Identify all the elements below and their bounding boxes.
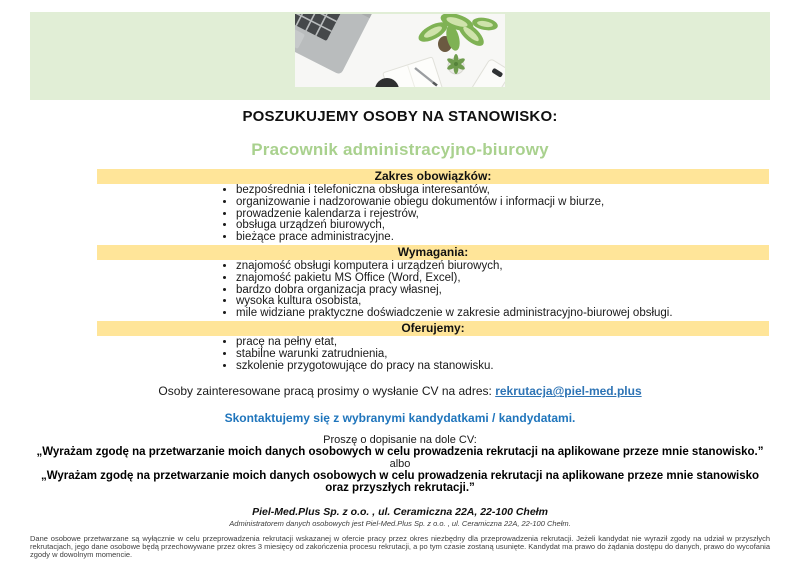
duties-list (97, 184, 769, 245)
desk-photo (295, 14, 505, 87)
list-item: • prowadzenie kalendarza i rejestrów, (236, 209, 769, 221)
header-banner (30, 12, 770, 100)
consent-intro: Proszę o dopisanie na dole CV: (323, 434, 477, 447)
list-item: • bezpośrednia i telefoniczna obsługa interesantów, (236, 185, 769, 197)
section-heading-offer: Oferujemy: (97, 321, 769, 336)
consent-clause-2: „Wyrażam zgodę na przetwarzanie moich danych osobowych w celu prowadzenia rekrutacji na aplikowane przeze mnie stanowisko oraz przyszłych rekrutacji.” (40, 470, 760, 495)
section-heading-requirements: Wymagania: (97, 245, 769, 260)
consent-block (28, 434, 772, 494)
cv-instruction-text: Osoby zainteresowane pracą prosimy o wysłanie CV na adres: (158, 384, 492, 399)
list-item: • bardzo dobra organizacja pracy własnej, (236, 285, 769, 297)
section-heading-duties: Zakres obowiązków: (97, 169, 769, 184)
list-item: • znajomość obsługi komputera i urządzeń biurowych, (236, 261, 769, 273)
list-item: • organizowanie i nadzorowanie obiegu dokumentów i informacji w biurze, (236, 197, 769, 209)
requirements-list (97, 260, 769, 321)
offer-list (97, 336, 769, 373)
gdpr-fine-print: Dane osobowe przetwarzane są wyłącznie w celu przeprowadzenia rekrutacji wskazanej w ofercie pracy przez okres niezbędny dla przeprowadzenia rekrutacji. Jeżeli kandydat nie wyraził zgody na udział w przyszłych rekrutacjach, jego dane osobowe będą przechowywane przez okres 3 miesięcy od zakończenia procesu rekrutacji, a po tym czasie zostaną usunięte. Kandydat ma prawo do żądania dostępu do danych, prawo do wycofania zgody w dowolnym momencie. (30, 533, 770, 559)
list-item: • pracę na pełny etat, (236, 337, 769, 349)
consent-clause-1: „Wyrażam zgodę na przetwarzanie moich danych osobowych w celu prowadzenia rekrutacji na aplikowane przeze mnie stanowisko.” (36, 446, 764, 459)
list-item: • mile widziane praktyczne doświadczenie w zakresie administracyjno-biurowej obsługi. (236, 308, 769, 320)
list-item: • wysoka kultura osobista, (236, 296, 769, 308)
consent-separator: albo (389, 457, 411, 470)
page-title: POSZUKUJEMY OSOBY NA STANOWISKO: (242, 108, 558, 125)
cv-instruction (0, 384, 800, 398)
list-item: • obsługa urządzeń biurowych, (236, 220, 769, 232)
data-admin-note: Administratorem danych osobowych jest Piel-Med.Plus Sp. z o.o. , ul. Ceramiczna 22A, 22-100 Chełm. (229, 518, 571, 528)
list-item: • bieżące prace administracyjne. (236, 232, 769, 244)
sections (97, 169, 769, 373)
list-item: • stabilne warunki zatrudnienia, (236, 349, 769, 361)
job-posting-page (0, 12, 800, 577)
position-title: Pracownik administracyjno-biurowy (251, 140, 549, 159)
list-item: • znajomość pakietu MS Office (Word, Excel), (236, 273, 769, 285)
recruitment-email-link[interactable]: rekrutacja@piel-med.plus (495, 384, 642, 399)
contact-note: Skontaktujemy się z wybranymi kandydatkami / kandydatami. (224, 411, 576, 426)
company-address: Piel-Med.Plus Sp. z o.o. , ul. Ceramiczna 22A, 22-100 Chełm (252, 505, 548, 518)
list-item: • szkolenie przygotowujące do pracy na stanowisku. (236, 361, 769, 373)
